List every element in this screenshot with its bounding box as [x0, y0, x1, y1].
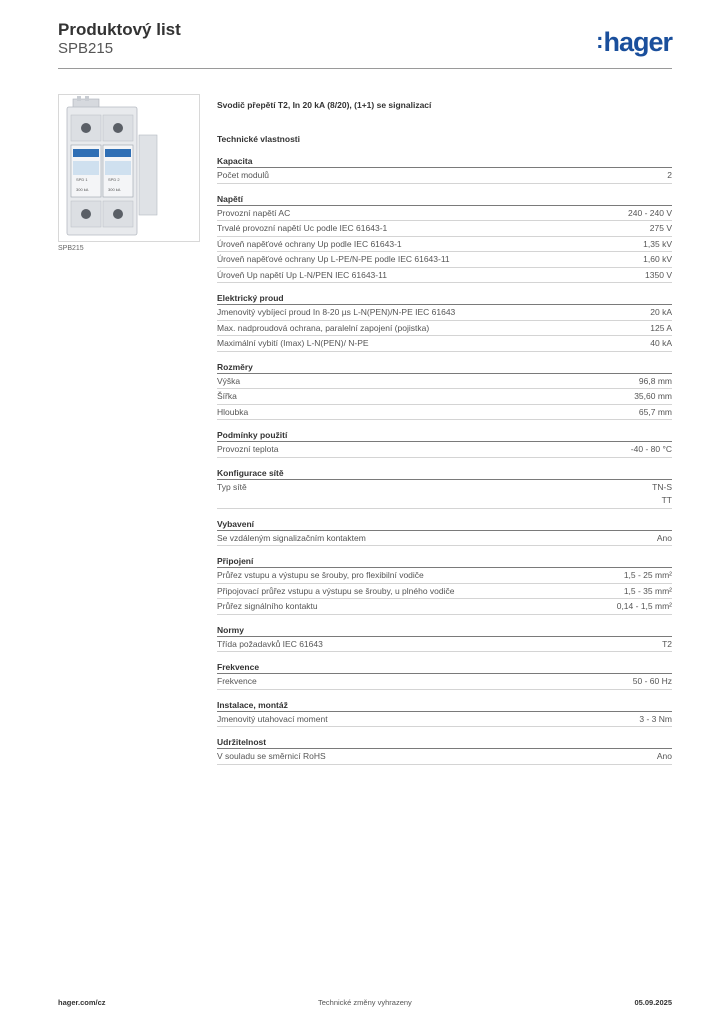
- spec-section: [217, 467, 672, 509]
- spec-value: 125 A: [650, 322, 672, 333]
- spec-label: Trvalé provozní napětí Uc podle IEC 61643-1: [217, 223, 388, 233]
- spec-row: [217, 206, 672, 222]
- spec-row: [217, 637, 672, 653]
- spec-row: [217, 480, 672, 509]
- product-description: Svodič přepětí T2, In 20 kA (8/20), (1+1) se signalizací: [217, 100, 432, 110]
- logo-text: hager: [603, 27, 672, 57]
- spec-row: [217, 389, 672, 405]
- spec-section: [217, 429, 672, 458]
- header-divider: [58, 68, 672, 69]
- spec-row: [217, 442, 672, 458]
- spec-label: Třída požadavků IEC 61643: [217, 638, 323, 649]
- section-title: Připojení: [217, 555, 672, 568]
- spec-section: [217, 292, 672, 352]
- spec-row: [217, 712, 672, 728]
- spec-label: Se vzdáleným signalizačním kontaktem: [217, 532, 366, 543]
- spec-label: Průřez signálního kontaktu: [217, 601, 318, 611]
- spec-value: -40 - 80 °C: [630, 444, 672, 454]
- device-label-2: SPD 2: [108, 177, 120, 182]
- spec-row: [217, 749, 672, 765]
- spec-label: Frekvence: [217, 676, 257, 686]
- spec-value: 35,60 mm: [634, 391, 672, 401]
- section-title: Konfigurace sítě: [217, 467, 672, 480]
- spec-value: 1,60 kV: [643, 254, 672, 264]
- spec-value: 0,14 - 1,5 mm²: [616, 601, 672, 611]
- spec-row: [217, 305, 672, 321]
- device-rating-2: 300 kA: [108, 187, 121, 192]
- spec-value: 3 - 3 Nm: [639, 713, 672, 724]
- spec-row: [217, 599, 672, 615]
- spec-row: [217, 568, 672, 584]
- technical-heading: Technické vlastnosti: [217, 134, 300, 144]
- spec-section: [217, 518, 672, 547]
- spec-value: 1,5 - 35 mm²: [623, 585, 672, 596]
- spec-row: [217, 268, 672, 284]
- spec-row: [217, 674, 672, 690]
- spec-value: T2: [662, 638, 672, 649]
- section-title: Podmínky použití: [217, 429, 672, 442]
- spec-label: Max. nadproudová ochrana, paralelní zapojení (pojistka): [217, 322, 430, 333]
- spec-value: TN-S TT: [652, 481, 672, 505]
- spec-section: [217, 736, 672, 765]
- spec-value: 20 kA: [650, 307, 672, 317]
- spec-row: [217, 237, 672, 253]
- footer-date: 05.09.2025: [634, 998, 672, 1007]
- page-header: [58, 20, 672, 70]
- spec-label: Připojovací průřez vstupu a výstupu se šrouby, u plného vodiče: [217, 585, 455, 596]
- section-title: Elektrický proud: [217, 292, 672, 305]
- spec-label: Průřez vstupu a výstupu se šrouby, pro flexibilní vodiče: [217, 570, 424, 580]
- spec-row: [217, 168, 672, 184]
- spec-value: Ano: [656, 532, 672, 543]
- section-title: Normy: [217, 624, 672, 637]
- device-label-1: SPD 1: [76, 177, 88, 182]
- image-caption: SPB215: [58, 245, 84, 252]
- device-rating-1: 300 kA: [76, 187, 89, 192]
- spec-label: Maximální vybití (Imax) L-N(PEN)/ N-PE: [217, 338, 369, 348]
- spec-value: 40 kA: [650, 338, 672, 348]
- spec-label: Typ sítě: [217, 481, 247, 492]
- section-title: Udržitelnost: [217, 736, 672, 749]
- spec-row: [217, 531, 672, 547]
- spec-label: Výška: [217, 375, 241, 386]
- spec-row: [217, 221, 672, 237]
- spec-value: 1350 V: [645, 269, 672, 280]
- surge-protector-illustration: [59, 95, 199, 241]
- footer-disclaimer: Technické změny vyhrazeny: [318, 998, 412, 1007]
- spec-row: [217, 252, 672, 268]
- spec-label: Jmenovitý utahovací moment: [217, 713, 328, 724]
- spec-label: Šířka: [217, 391, 237, 401]
- product-code: SPB215: [58, 40, 114, 57]
- spec-value: 275 V: [649, 223, 672, 233]
- spec-label: Provozní teplota: [217, 444, 279, 454]
- spec-value: 1,5 - 25 mm²: [623, 570, 672, 580]
- spec-value: 96,8 mm: [638, 375, 672, 386]
- spec-label: Úroveň Up napětí Up L-N/PEN IEC 61643-11: [217, 269, 387, 280]
- product-image: [58, 94, 200, 242]
- page-title: Produktový list: [58, 20, 181, 39]
- spec-value: 2: [667, 170, 672, 180]
- spec-section: [217, 661, 672, 690]
- footer-website[interactable]: hager.com/cz: [58, 998, 106, 1007]
- spec-value: Ano: [656, 751, 672, 761]
- spec-value: 50 - 60 Hz: [632, 676, 672, 686]
- spec-section: [217, 155, 672, 184]
- spec-section: [217, 193, 672, 284]
- spec-label: Úroveň napěťové ochrany Up L-PE/N-PE podle IEC 61643-11: [217, 254, 450, 264]
- spec-section: [217, 624, 672, 653]
- spec-label: Hloubka: [217, 406, 249, 417]
- section-title: Kapacita: [217, 155, 672, 168]
- spec-label: Provozní napětí AC: [217, 207, 291, 218]
- section-title: Instalace, montáž: [217, 699, 672, 712]
- spec-row: [217, 336, 672, 352]
- spec-label: V souladu se směrnicí RoHS: [217, 751, 326, 761]
- spec-label: Úroveň napěťové ochrany Up podle IEC 61643-1: [217, 238, 402, 249]
- section-title: Napětí: [217, 193, 672, 206]
- spec-sections: [217, 155, 672, 765]
- spec-section: [217, 555, 672, 615]
- hager-logo: :hager: [596, 27, 672, 57]
- spec-value: 1,35 kV: [643, 238, 672, 249]
- spec-row: [217, 405, 672, 421]
- section-title: Frekvence: [217, 661, 672, 674]
- spec-content: [217, 98, 672, 765]
- section-title: Rozměry: [217, 361, 672, 374]
- spec-label: Počet modulů: [217, 170, 269, 180]
- spec-section: [217, 361, 672, 421]
- spec-row: [217, 321, 672, 337]
- spec-value: 240 - 240 V: [628, 207, 672, 218]
- spec-row: [217, 374, 672, 390]
- spec-section: [217, 699, 672, 728]
- spec-label: Jmenovitý vybíjecí proud In 8-20 µs L-N(PEN)/N-PE IEC 61643: [217, 307, 456, 317]
- spec-value: 65,7 mm: [638, 406, 672, 417]
- spec-row: [217, 584, 672, 600]
- section-title: Vybavení: [217, 518, 672, 531]
